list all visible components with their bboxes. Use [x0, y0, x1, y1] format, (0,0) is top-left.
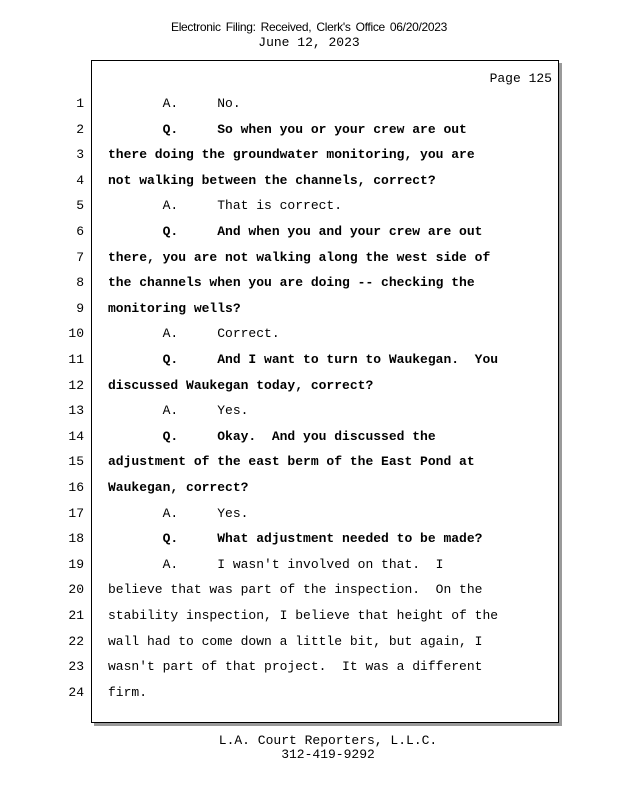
- transcript-line: A. Yes.: [108, 506, 249, 521]
- line-number: 2: [76, 122, 84, 137]
- transcript-line: the channels when you are doing -- checking the: [108, 275, 475, 290]
- line-number: 24: [68, 685, 84, 700]
- transcript-line: Q. What adjustment needed to be made?: [108, 531, 483, 546]
- filing-stamp: Electronic Filing: Received, Clerk's Office 06/20/2023: [170, 20, 447, 34]
- line-number: 5: [76, 198, 84, 213]
- transcript-line: wall had to come down a little bit, but again, I: [108, 634, 483, 649]
- line-number: 21: [68, 608, 84, 623]
- line-number: 10: [68, 326, 84, 341]
- transcript-line: discussed Waukegan today, correct?: [108, 378, 374, 393]
- line-number: 23: [68, 659, 84, 674]
- transcript-line: A. Yes.: [108, 403, 249, 418]
- transcript-line: wasn't part of that project. It was a different: [108, 659, 483, 674]
- line-number: 3: [76, 147, 84, 162]
- line-number: 14: [68, 429, 84, 444]
- transcript-line: not walking between the channels, correct?: [108, 173, 436, 188]
- transcript-line: Q. Okay. And you discussed the: [108, 429, 436, 444]
- line-number: 12: [68, 378, 84, 393]
- line-number: 22: [68, 634, 84, 649]
- reporter-phone: 312-419-9292: [281, 747, 375, 762]
- line-number: 4: [76, 173, 84, 188]
- transcript-line: Waukegan, correct?: [108, 480, 249, 495]
- line-number: 6: [76, 224, 84, 239]
- line-number: 9: [76, 301, 84, 316]
- line-number: 8: [76, 275, 84, 290]
- line-number: 13: [68, 403, 84, 418]
- line-number: 19: [68, 557, 84, 572]
- transcript-line: A. Correct.: [108, 326, 280, 341]
- transcript-line: believe that was part of the inspection. On the: [108, 582, 483, 597]
- line-number: 15: [68, 454, 84, 469]
- transcript-line: firm.: [108, 685, 148, 700]
- page-number: Page 125: [489, 71, 552, 86]
- line-number: 1: [76, 96, 84, 111]
- line-number: 18: [68, 531, 84, 546]
- transcript-line: A. I wasn't involved on that. I: [108, 557, 444, 572]
- transcript-line: A. No.: [108, 96, 241, 111]
- line-number: 17: [68, 506, 84, 521]
- line-number: 11: [68, 352, 84, 367]
- transcript-line: Q. And I want to turn to Waukegan. You: [108, 352, 499, 367]
- transcript-line: Q. So when you or your crew are out: [108, 122, 467, 137]
- transcript-line: adjustment of the east berm of the East Pond at: [108, 454, 475, 469]
- transcript-line: there doing the groundwater monitoring, you are: [108, 147, 475, 162]
- transcript-line: monitoring wells?: [108, 301, 241, 316]
- line-number: 7: [76, 250, 84, 265]
- transcript-line: Q. And when you and your crew are out: [108, 224, 483, 239]
- transcript-line: there, you are not walking along the west side of: [108, 250, 491, 265]
- transcript-line: stability inspection, I believe that height of the: [108, 608, 499, 623]
- transcript-line: A. That is correct.: [108, 198, 343, 213]
- reporter-company: L.A. Court Reporters, L.L.C.: [218, 733, 438, 748]
- line-number: 20: [68, 582, 84, 597]
- deposition-date: June 12, 2023: [258, 35, 360, 50]
- line-number: 16: [68, 480, 84, 495]
